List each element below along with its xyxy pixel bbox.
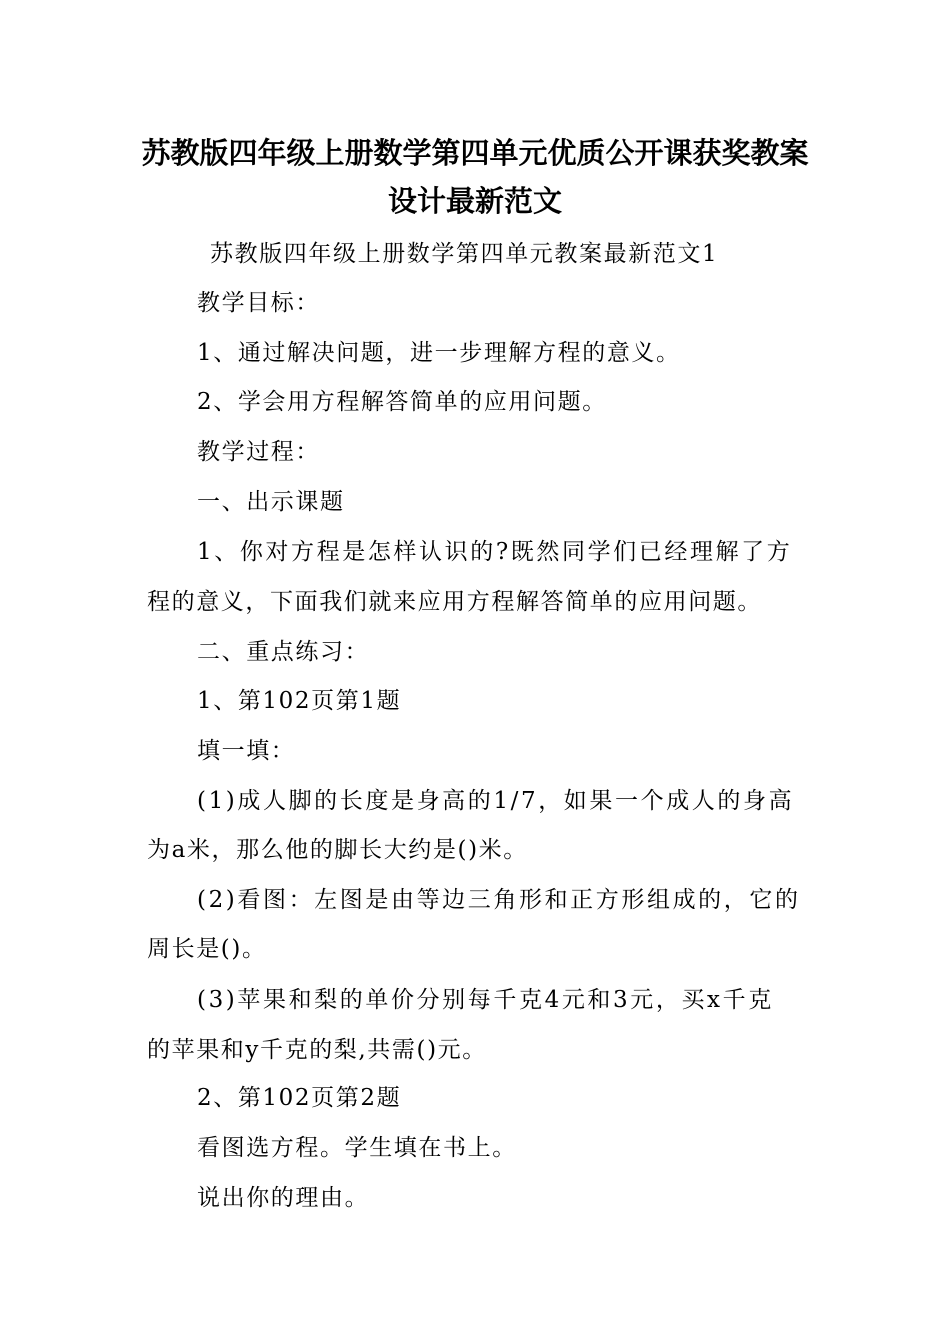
question-2-line-1: (2)看图：左图是由等边三角形和正方形组成的，它的 <box>197 887 801 913</box>
step-heading-2: 二、重点练习： <box>197 639 370 665</box>
document-title-line-1: 苏教版四年级上册数学第四单元优质公开课获奖教案 <box>141 136 809 170</box>
section-heading-objectives: 教学目标： <box>197 290 320 316</box>
section-heading-process: 教学过程： <box>197 439 320 465</box>
step-heading-1: 一、出示课题 <box>197 489 345 515</box>
exercise-prompt: 说出你的理由。 <box>197 1185 370 1211</box>
exercise-instruction: 填一填： <box>197 738 296 764</box>
objective-item-2: 2、学会用方程解答简单的应用问题。 <box>197 389 607 415</box>
exercise-instruction-2: 看图选方程。学生填在书上。 <box>197 1135 517 1161</box>
paragraph-line: 程的意义，下面我们就来应用方程解答简单的应用问题。 <box>147 589 762 615</box>
document-subtitle: 苏教版四年级上册数学第四单元教案最新范文1 <box>210 241 719 267</box>
document-title-line-2: 设计最新范文 <box>387 184 562 218</box>
paragraph-line: 1、你对方程是怎样认识的?既然同学们已经理解了方 <box>197 539 793 565</box>
question-1-line-1: (1)成人脚的长度是身高的1/7，如果一个成人的身高 <box>197 788 795 814</box>
question-2-line-2: 周长是()。 <box>147 936 267 962</box>
exercise-heading-2: 2、第102页第2题 <box>197 1085 402 1111</box>
question-3-line-2: 的苹果和y千克的梨,共需()元。 <box>147 1037 487 1063</box>
question-3-line-1: (3)苹果和梨的单价分别每千克4元和3元，买x千克 <box>197 987 774 1013</box>
objective-item-1: 1、通过解决问题，进一步理解方程的意义。 <box>197 340 681 366</box>
question-1-line-2: 为a米，那么他的脚长大约是()米。 <box>147 837 528 863</box>
exercise-heading-1: 1、第102页第1题 <box>197 688 402 714</box>
